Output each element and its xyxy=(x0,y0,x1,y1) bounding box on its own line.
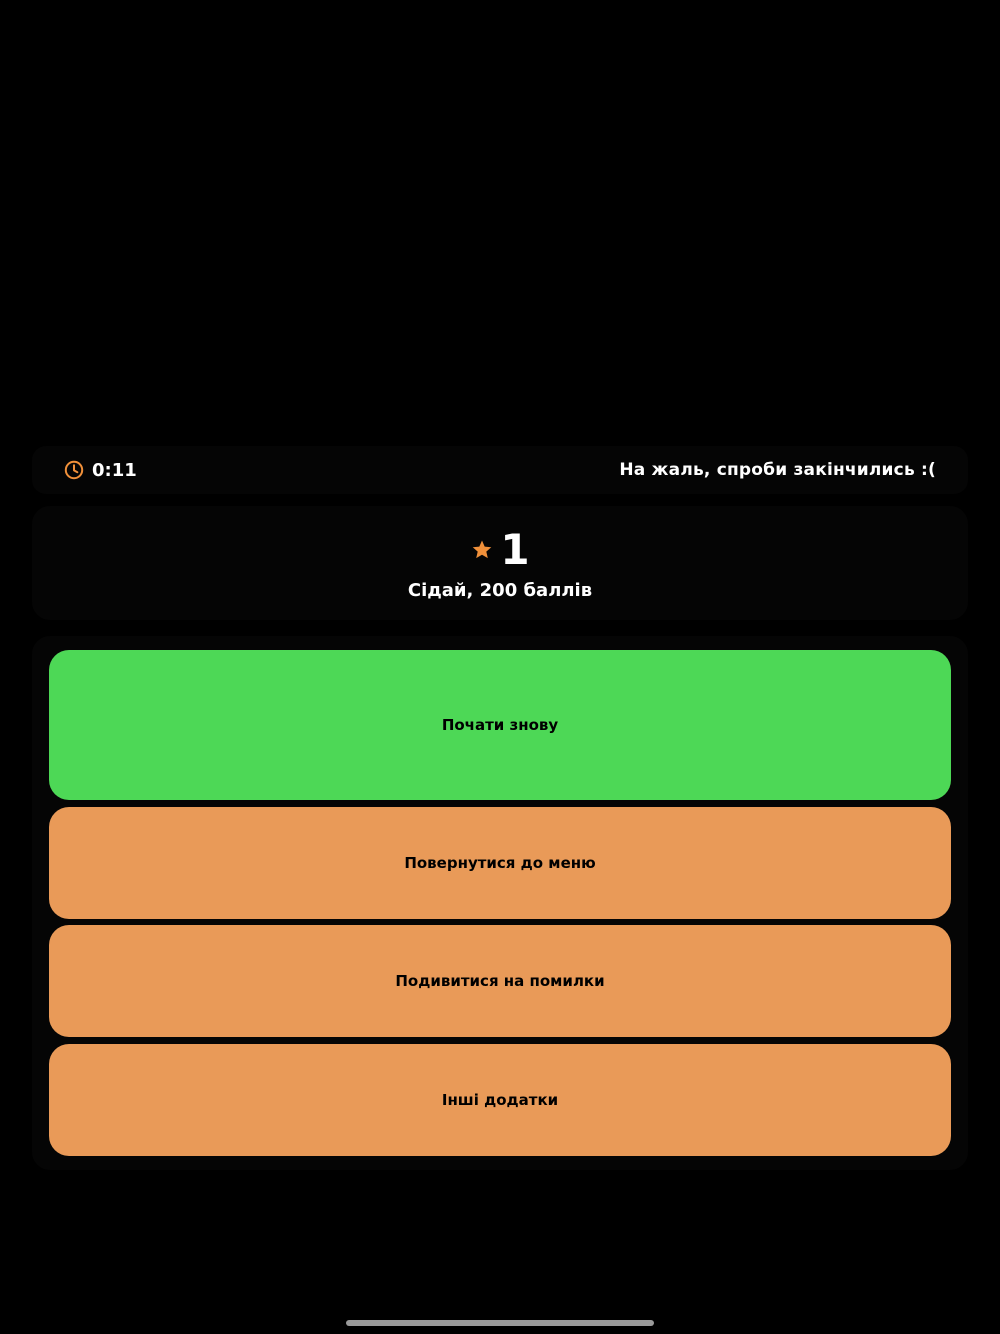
attempts-ended-message: На жаль, спроби закінчились :( xyxy=(619,460,936,480)
timer xyxy=(64,460,137,481)
back-to-menu-button[interactable]: Повернутися до меню xyxy=(49,807,951,919)
clock-icon xyxy=(64,460,84,480)
home-indicator[interactable] xyxy=(346,1320,654,1326)
other-apps-button[interactable]: Інші додатки xyxy=(49,1044,951,1156)
restart-button[interactable]: Почати знову xyxy=(49,650,951,800)
timer-value: 0:11 xyxy=(92,459,137,481)
star-icon xyxy=(470,538,494,562)
view-mistakes-button[interactable]: Подивитися на помилки xyxy=(49,925,951,1037)
score-card xyxy=(32,506,968,620)
status-bar xyxy=(32,446,968,494)
score-value: 1 xyxy=(500,524,530,574)
result-text: Сідай, 200 баллів xyxy=(407,579,593,601)
actions-panel xyxy=(32,636,968,1170)
score-row xyxy=(470,526,529,574)
